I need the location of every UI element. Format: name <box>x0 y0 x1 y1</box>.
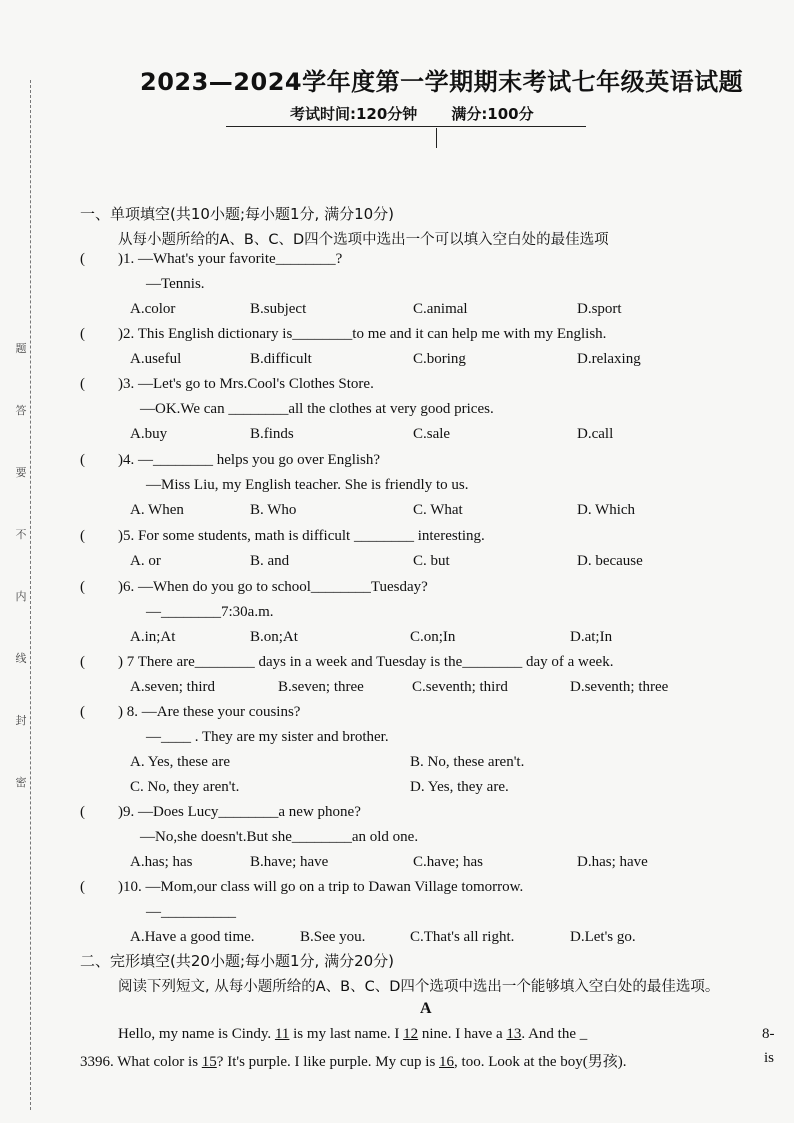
option-b[interactable]: B.difficult <box>250 351 312 367</box>
question-dialogue-line: —No,she doesn't.But she________an old one. <box>140 829 419 845</box>
answer-paren[interactable]: ( <box>80 879 85 895</box>
section2-heading: 二、完形填空(共20小题;每小题1分, 满分20分) <box>80 952 395 970</box>
option-d[interactable]: D.has; have <box>577 854 648 870</box>
option-a[interactable]: A. or <box>130 553 161 569</box>
blank-11[interactable]: 11 <box>274 1026 290 1042</box>
option-b[interactable]: B.finds <box>250 426 294 442</box>
option-c[interactable]: C.animal <box>413 301 468 317</box>
exam-title: 2023—2024学年度第一学期期末考试七年级英语试题 <box>140 68 744 96</box>
answer-paren[interactable]: ( <box>80 452 85 468</box>
question-dialogue-line: —________7:30a.m. <box>146 604 274 620</box>
question-stem: ) 7 There are________ days in a week and Tuesday is the________ day of a week. <box>118 654 614 670</box>
section2-instruction: 阅读下列短文, 从每小题所给的A、B、C、D四个选项中选出一个能够填入空白处的最佳选项。 <box>118 979 720 995</box>
title-underline <box>226 126 586 127</box>
section1-heading: 一、单项填空(共10小题;每小题1分, 满分10分) <box>80 205 395 223</box>
question-stem: )1. —What's your favorite________? <box>118 251 343 267</box>
answer-paren[interactable]: ( <box>80 579 85 595</box>
passage-line-1-end: 8- <box>762 1026 775 1042</box>
option-a[interactable]: A.has; has <box>130 854 193 870</box>
option-a[interactable]: A.useful <box>130 351 182 367</box>
passage-line-1 <box>118 1026 587 1043</box>
question-stem: )10. —Mom,our class will go on a trip to Dawan Village tomorrow. <box>118 879 524 895</box>
option-d[interactable]: D.call <box>577 426 614 442</box>
margin-char: 内 <box>15 590 27 603</box>
option-a[interactable]: A. Yes, these are <box>130 754 230 770</box>
answer-paren[interactable]: ( <box>80 654 85 670</box>
answer-paren[interactable]: ( <box>80 251 85 267</box>
answer-paren[interactable]: ( <box>80 804 85 820</box>
margin-char: 题 <box>15 342 27 355</box>
section1-instruction: 从每小题所给的A、B、C、D四个选项中选出一个可以填入空白处的最佳选项 <box>118 232 609 248</box>
question-dialogue-line: —OK.We can ________all the clothes at very good prices. <box>140 401 494 417</box>
answer-paren[interactable]: ( <box>80 376 85 392</box>
option-d[interactable]: D.sport <box>577 301 622 317</box>
option-b[interactable]: B.seven; three <box>278 679 364 695</box>
title-tick-mark <box>436 128 437 148</box>
option-b[interactable]: B. Who <box>250 502 297 518</box>
margin-char: 要 <box>15 466 27 479</box>
option-d[interactable]: D.relaxing <box>577 351 641 367</box>
margin-char: 答 <box>15 404 27 417</box>
question-stem: )4. —________ helps you go over English? <box>118 452 381 468</box>
blank-16[interactable]: 16 <box>439 1054 455 1070</box>
margin-char: 密 <box>15 776 27 789</box>
option-c[interactable]: C.boring <box>413 351 466 367</box>
option-b[interactable]: B.subject <box>250 301 307 317</box>
option-b[interactable]: B.have; have <box>250 854 329 870</box>
question-dialogue-line: —__________ <box>146 904 236 920</box>
option-a[interactable]: A.seven; third <box>130 679 215 695</box>
option-b[interactable]: B. No, these aren't. <box>410 754 525 770</box>
exam-full-score: 满分:100分 <box>451 105 534 123</box>
question-stem: )3. —Let's go to Mrs.Cool's Clothes Store. <box>118 376 374 392</box>
option-a[interactable]: A. When <box>130 502 184 518</box>
option-c[interactable]: C.sale <box>413 426 451 442</box>
option-c[interactable]: C. but <box>413 553 450 569</box>
passage-line-2-end: is <box>764 1050 775 1066</box>
option-d[interactable]: D.at;In <box>570 629 613 645</box>
option-d[interactable]: D. Which <box>577 502 636 518</box>
option-b[interactable]: B. and <box>250 553 290 569</box>
option-b[interactable]: B.on;At <box>250 629 298 645</box>
passage-text: , too. Look at the boy(男孩). <box>454 1054 627 1070</box>
passage-line-2 <box>80 1050 627 1071</box>
passage-text: nine. I have a <box>421 1026 503 1042</box>
option-c[interactable]: C. No, they aren't. <box>130 779 240 795</box>
option-d[interactable]: D. because <box>577 553 643 569</box>
margin-char: 线 <box>15 652 27 665</box>
option-c[interactable]: C.have; has <box>413 854 483 870</box>
exam-time: 考试时间:120分钟 <box>290 105 418 123</box>
option-a[interactable]: A.Have a good time. <box>130 929 255 945</box>
blank-15[interactable]: 15 <box>201 1054 217 1070</box>
option-a[interactable]: A.in;At <box>130 629 176 645</box>
passage-text: 3396. What color is <box>80 1054 199 1070</box>
option-c[interactable]: C.seventh; third <box>412 679 508 695</box>
binding-margin-text <box>9 340 33 836</box>
answer-paren[interactable]: ( <box>80 528 85 544</box>
option-d[interactable]: D. Yes, they are. <box>410 779 509 795</box>
option-a[interactable]: A.buy <box>130 426 168 442</box>
passage-label: A <box>420 1000 432 1017</box>
question-stem: ) 8. —Are these your cousins? <box>118 704 301 720</box>
option-d[interactable]: D.Let's go. <box>570 929 636 945</box>
option-c[interactable]: C. What <box>413 502 463 518</box>
passage-text: ? It's purple. I like purple. My cup is <box>216 1054 436 1070</box>
option-d[interactable]: D.seventh; three <box>570 679 669 695</box>
blank-13[interactable]: 13 <box>506 1026 522 1042</box>
question-dialogue-line: —____ . They are my sister and brother. <box>146 729 389 745</box>
option-b[interactable]: B.See you. <box>300 929 366 945</box>
exam-info <box>290 103 534 124</box>
question-stem: )6. —When do you go to school________Tuesday? <box>118 579 428 595</box>
passage-text: is my last name. I <box>293 1026 400 1042</box>
question-stem: )2. This English dictionary is________to me and it can help me with my English. <box>118 326 607 342</box>
option-a[interactable]: A.color <box>130 301 176 317</box>
passage-text: . And the _ <box>521 1026 588 1042</box>
option-c[interactable]: C.on;In <box>410 629 456 645</box>
answer-paren[interactable]: ( <box>80 326 85 342</box>
answer-paren[interactable]: ( <box>80 704 85 720</box>
question-dialogue-line: —Miss Liu, my English teacher. She is friendly to us. <box>146 477 469 493</box>
blank-12[interactable]: 12 <box>403 1026 419 1042</box>
question-stem: )9. —Does Lucy________a new phone? <box>118 804 361 820</box>
question-dialogue-line: —Tennis. <box>146 276 205 292</box>
margin-char: 不 <box>15 528 27 541</box>
option-c[interactable]: C.That's all right. <box>410 929 515 945</box>
margin-char: 封 <box>15 714 27 727</box>
passage-text: Hello, my name is Cindy. <box>118 1026 272 1042</box>
question-stem: )5. For some students, math is difficult ________ interesting. <box>118 528 485 544</box>
